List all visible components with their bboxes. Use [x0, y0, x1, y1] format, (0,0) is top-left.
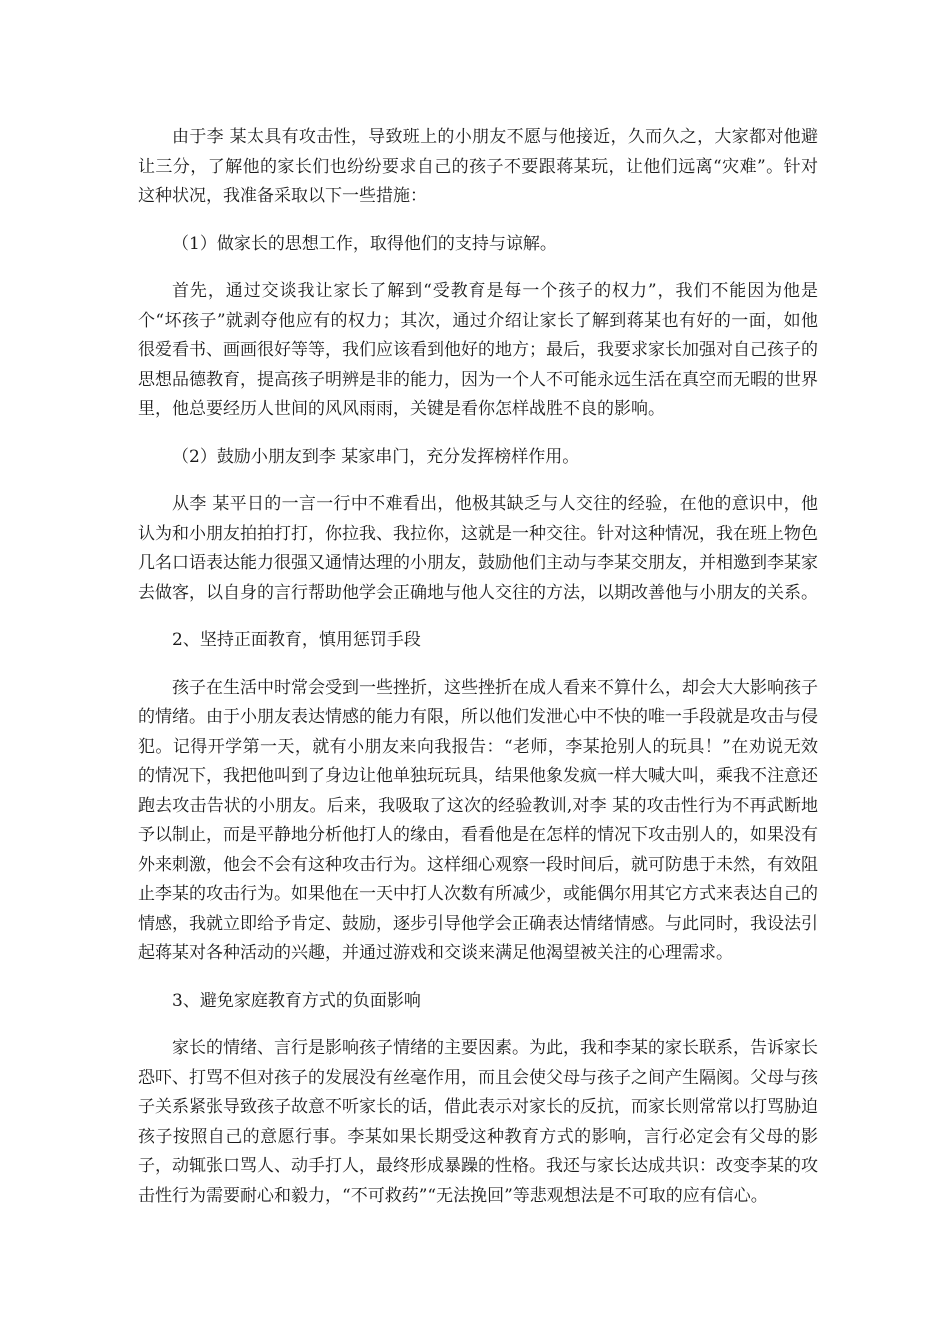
- document-body: [138, 123, 818, 1229]
- heading-positive-education: 2、坚持正面教育，慎用惩罚手段: [172, 630, 421, 650]
- heading-family-education: 3、避免家庭教育方式的负面影响: [172, 990, 421, 1011]
- subheading-parent-work: （1）做家长的思想工作，取得他们的支持与谅解。: [172, 233, 557, 254]
- paragraph-family-education: 家长的情绪、言行是影响孩子情绪的主要因素。为此，我和李某的家长联系，告诉家长恐吓、打骂不但对孩子的发展没有丝毫作用，而且会使父母与孩子之间产生隔阂。父母与孩子关系紧张导致孩子故意不听家长的话，借此表示对家长的反抗，而家长则常常以打骂胁迫孩子按照自己的意愿行事。李某如果长期受这种教育方式的影响，言行必定会有父母的影子，动辄张口骂人、动手打人，最终形成暴躁的性格。我还与家长达成共识：改变李某的攻击性行为需要耐心和毅力，“不可救药”“无法挽回”等悲观想法是不可取的应有信心。: [138, 1038, 818, 1206]
- paragraph-peer-visits: 从李 某平日的一言一行中不难看出，他极其缺乏与人交往的经验，在他的意识中，他认为和小朋友拍拍打打，你拉我、我拉你，这就是一种交往。针对这种情况，我在班上物色几名口语表达能力很强又通情达理的小朋友，鼓励他们主动与李某交朋友，并相邀到李某家去做客，以自身的言行帮助他学会正确地与他人交往的方法，以期改善他与小朋友的关系。: [138, 494, 818, 603]
- paragraph-positive-education: 孩子在生活中时常会受到一些挫折，这些挫折在成人看来不算什么，却会大大影响孩子的情绪。由于小朋友表达情感的能力有限，所以他们发泄心中不快的唯一手段就是攻击与侵犯。记得开学第一天，就有小朋友来向我报告：“老师，李某抢别人的玩具！”在劝说无效的情况下，我把他叫到了身边让他单独玩玩具，结果他象发疯一样大喊大叫，乘我不注意还跑去攻击告状的小朋友。后来，我吸取了这次的经验教训,对李 某的攻击性行为不再武断地予以制止，而是平静地分析他打人的缘由，看看他是在怎样的情况下攻击别人的，如果没有外来刺激，他会不会有这种攻击行为。这样细心观察一段时间后，就可防患于未然，有效阻止李某的攻击行为。如果他在一天中打人次数有所减少，或能偶尔用其它方式来表达自己的情感，我就立即给予肯定、鼓励，逐步引导他学会正确表达情绪情感。与此同时，我设法引起蒋某对各种活动的兴趣，并通过游戏和交谈来满足他渴望被关注的心理需求。: [138, 677, 818, 963]
- paragraph-intro: 由于李 某太具有攻击性，导致班上的小朋友不愿与他接近，久而久之，大家都对他避让三分，了解他的家长们也纷纷要求自己的孩子不要跟蒋某玩，让他们远离“灾难”。针对这种状况，我准备采取以下一些措施：: [138, 127, 818, 206]
- subheading-peer-visits: （2）鼓励小朋友到李 某家串门，充分发挥榜样作用。: [172, 446, 580, 467]
- paragraph-parent-work: 首先，通过交谈我让家长了解到“受教育是每一个孩子的权力”，我们不能因为他是个“坏孩子”就剥夺他应有的权力；其次，通过介绍让家长了解到蒋某也有好的一面，如他很爱看书、画画很好等等，我们应该看到他好的地方；最后，我要求家长加强对自己孩子的思想品德教育，提高孩子明辨是非的能力，因为一个人不可能永远生活在真空而无暇的世界里，他总要经历人世间的风风雨雨，关键是看你怎样战胜不良的影响。: [138, 281, 818, 419]
